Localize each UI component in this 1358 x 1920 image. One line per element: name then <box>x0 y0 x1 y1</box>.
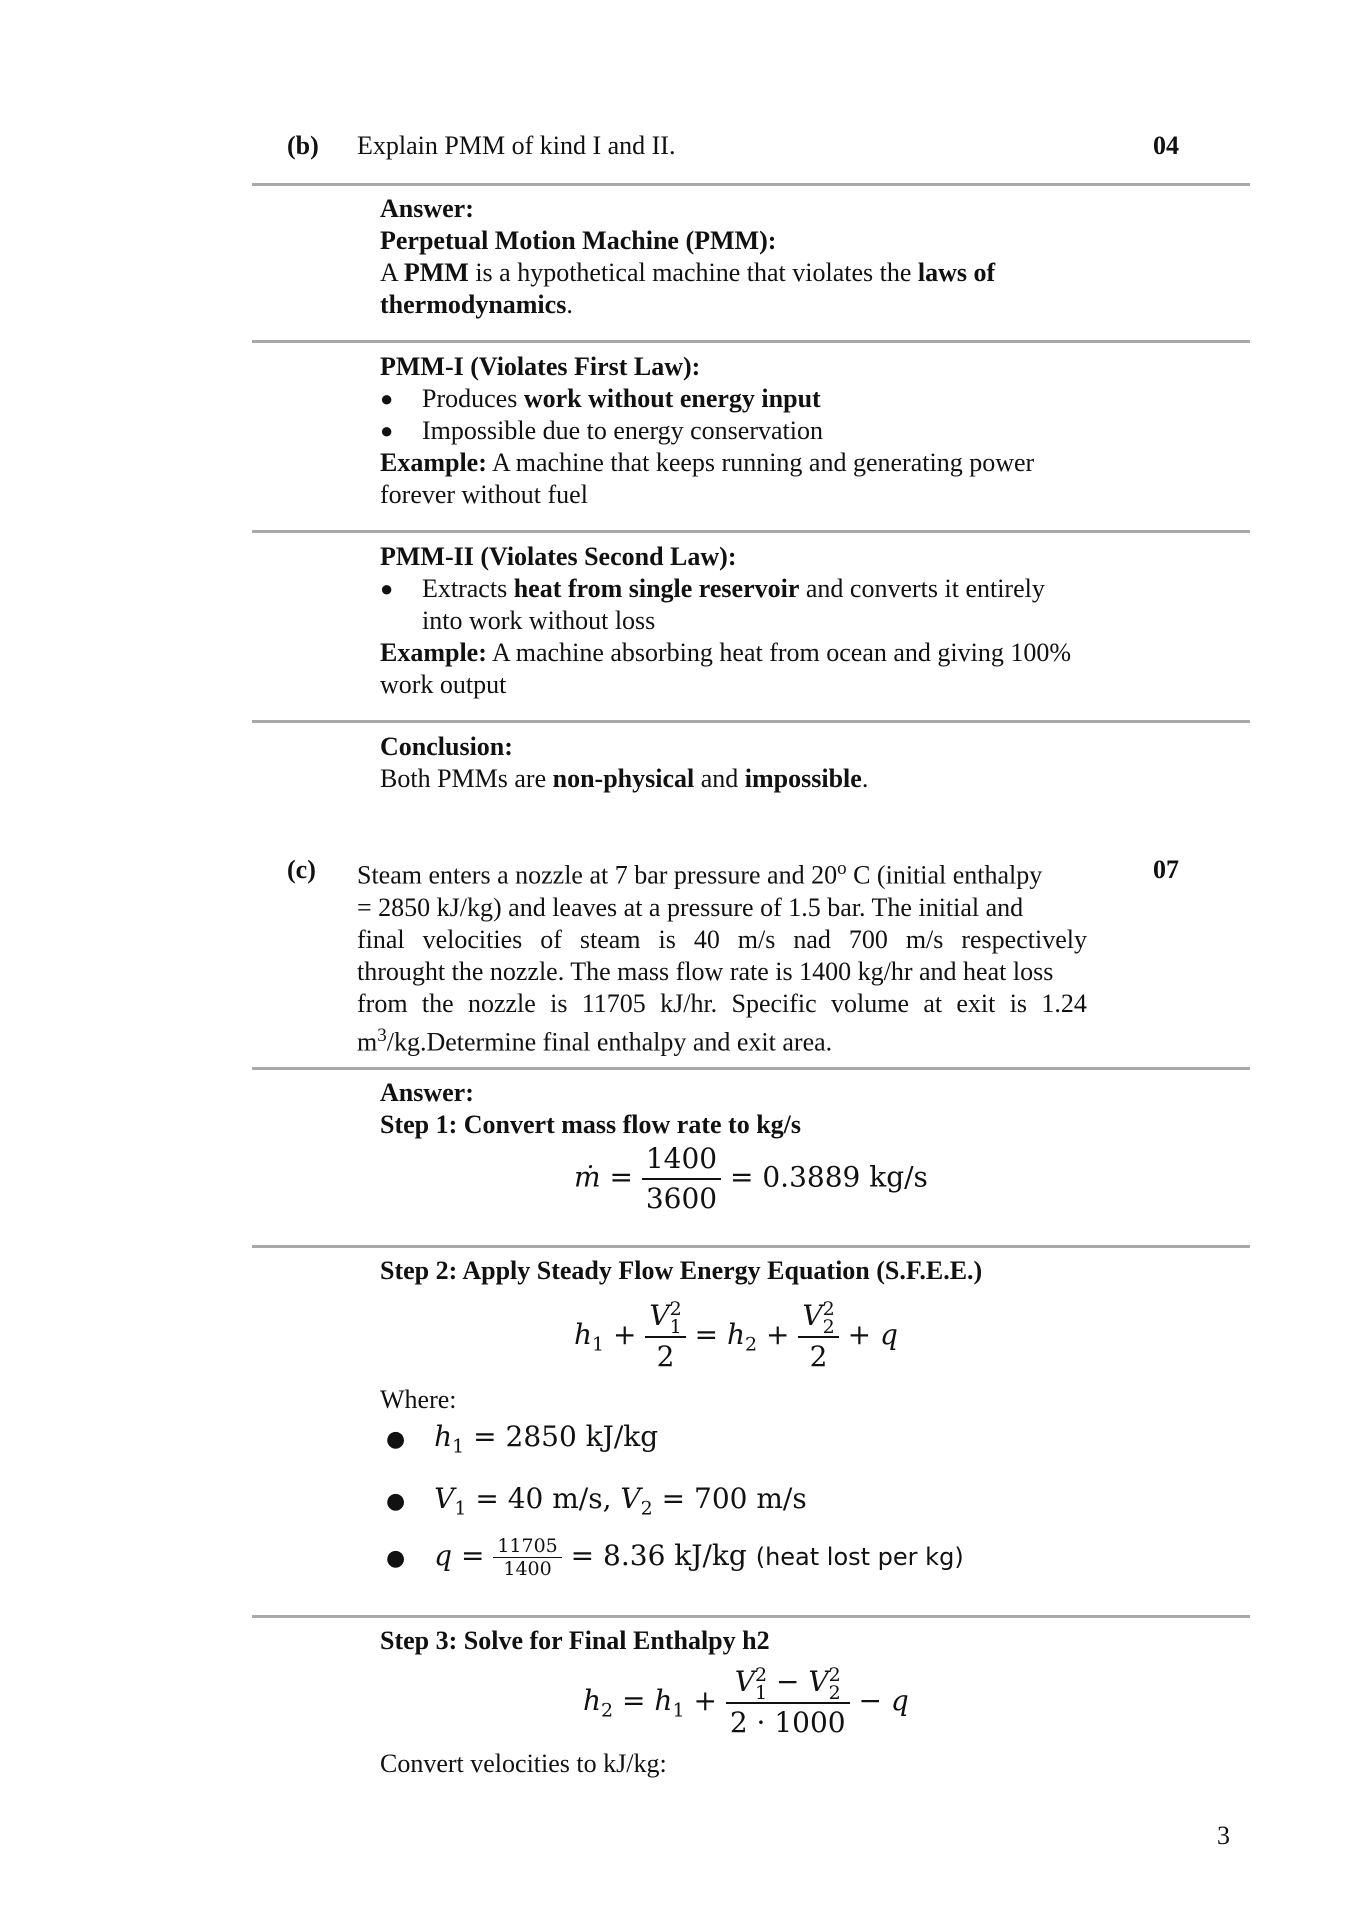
bullet-icon: ● <box>380 386 394 411</box>
question-b-marks: 04 <box>1153 131 1179 160</box>
step3-title: Step 3: Solve for Final Enthalpy h2 <box>380 1626 770 1655</box>
pmm2-title: PMM-II (Violates Second Law): <box>380 542 737 571</box>
bullet-icon: ● <box>380 576 394 601</box>
bullet-icon: ● <box>380 418 394 443</box>
pmm2-block <box>380 541 1180 701</box>
equation-final-enthalpy: $h_2 = h_1$ + V 2 1 − V 2 2 2 · 1000 − q <box>583 1663 909 1739</box>
step1-block <box>380 1077 1180 1141</box>
question-c-marks: 07 <box>1153 855 1179 884</box>
pmm2-example: Example: A machine absorbing heat from ocean and giving 100% work output <box>380 638 1072 699</box>
pmm1-title: PMM-I (Violates First Law): <box>380 352 701 381</box>
question-b-text: Explain PMM of kind I and II. <box>357 131 676 160</box>
equation-sfee: $h_1$ + V 2 1 2 = $h_2$ + V 2 2 2 + q <box>574 1297 898 1373</box>
bullet-icon: ● <box>386 1546 406 1571</box>
list-item: ● Produces work without energy input <box>380 384 821 413</box>
question-c-label: (c) <box>287 855 316 884</box>
answer-heading: Answer: <box>380 194 474 223</box>
where-label: Where: <box>380 1385 457 1414</box>
conclusion-block <box>380 731 1180 795</box>
question-c-text: Steam enters a nozzle at 7 bar pressure and 20$^o$ C (initial enthalpy = 2850 kJ/kg) and leaves at a pressure of 1.5 bar. The initial and final velocities of steam is 40 m/s nad 700 m/s respectively throught the nozzle. The mass flow rate is 1400 kg/hr and heat loss from the nozzle is 11705 kJ/hr. Specific volume at exit is 1.24 $m^3/kg.Determine$ final enthalpy and exit area. <box>357 858 1087 1057</box>
pmm-definition: A PMM is a hypothetical machine that violates the laws of thermodynamics. <box>380 258 996 319</box>
pmm1-block <box>380 351 1180 511</box>
conclusion-title: Conclusion: <box>380 732 513 761</box>
list-item: ● $V_1 = 40$ m/s, $V_2 = 700$ m/s <box>386 1482 807 1520</box>
divider <box>252 1067 1250 1070</box>
divider <box>252 720 1250 723</box>
page-number: 3 <box>1217 1821 1230 1850</box>
answer-heading: Answer: <box>380 1078 474 1107</box>
pmm-title: Perpetual Motion Machine (PMM): <box>380 226 777 255</box>
step1-title: Step 1: Convert mass flow rate to kg/s <box>380 1110 802 1139</box>
list-item: ● Extracts heat from single reservoir and converts it entirely into work without loss <box>380 574 1045 635</box>
answer-block-pmm <box>380 193 1140 321</box>
question-b-label: (b) <box>287 131 319 160</box>
bullet-icon: ● <box>386 1427 406 1452</box>
list-item: ● $h_1 = 2850$ kJ/kg <box>386 1420 659 1458</box>
bullet-icon: ● <box>386 1489 406 1514</box>
equation-mass-flow: ṁ = $\frac{1400}{3600}$ = 0.3889 kg/s <box>574 1142 928 1215</box>
list-item: ● Impossible due to energy conservation <box>380 416 823 445</box>
divider <box>252 530 1250 533</box>
pmm1-example: Example: A machine that keeps running and generating power forever without fuel <box>380 448 1035 509</box>
conclusion-text: Both PMMs are non-physical and impossible. <box>380 764 869 793</box>
divider <box>252 1615 1250 1618</box>
divider <box>252 340 1250 343</box>
convert-text: Convert velocities to kJ/kg: <box>380 1749 667 1778</box>
step2-title: Step 2: Apply Steady Flow Energy Equation (S.F.E.E.) <box>380 1256 983 1285</box>
divider <box>252 183 1250 186</box>
list-item: ● q = $\frac{11705}{1400}$ = 8.36 kJ/kg (heat lost per kg) <box>386 1535 964 1580</box>
divider <box>252 1245 1250 1248</box>
